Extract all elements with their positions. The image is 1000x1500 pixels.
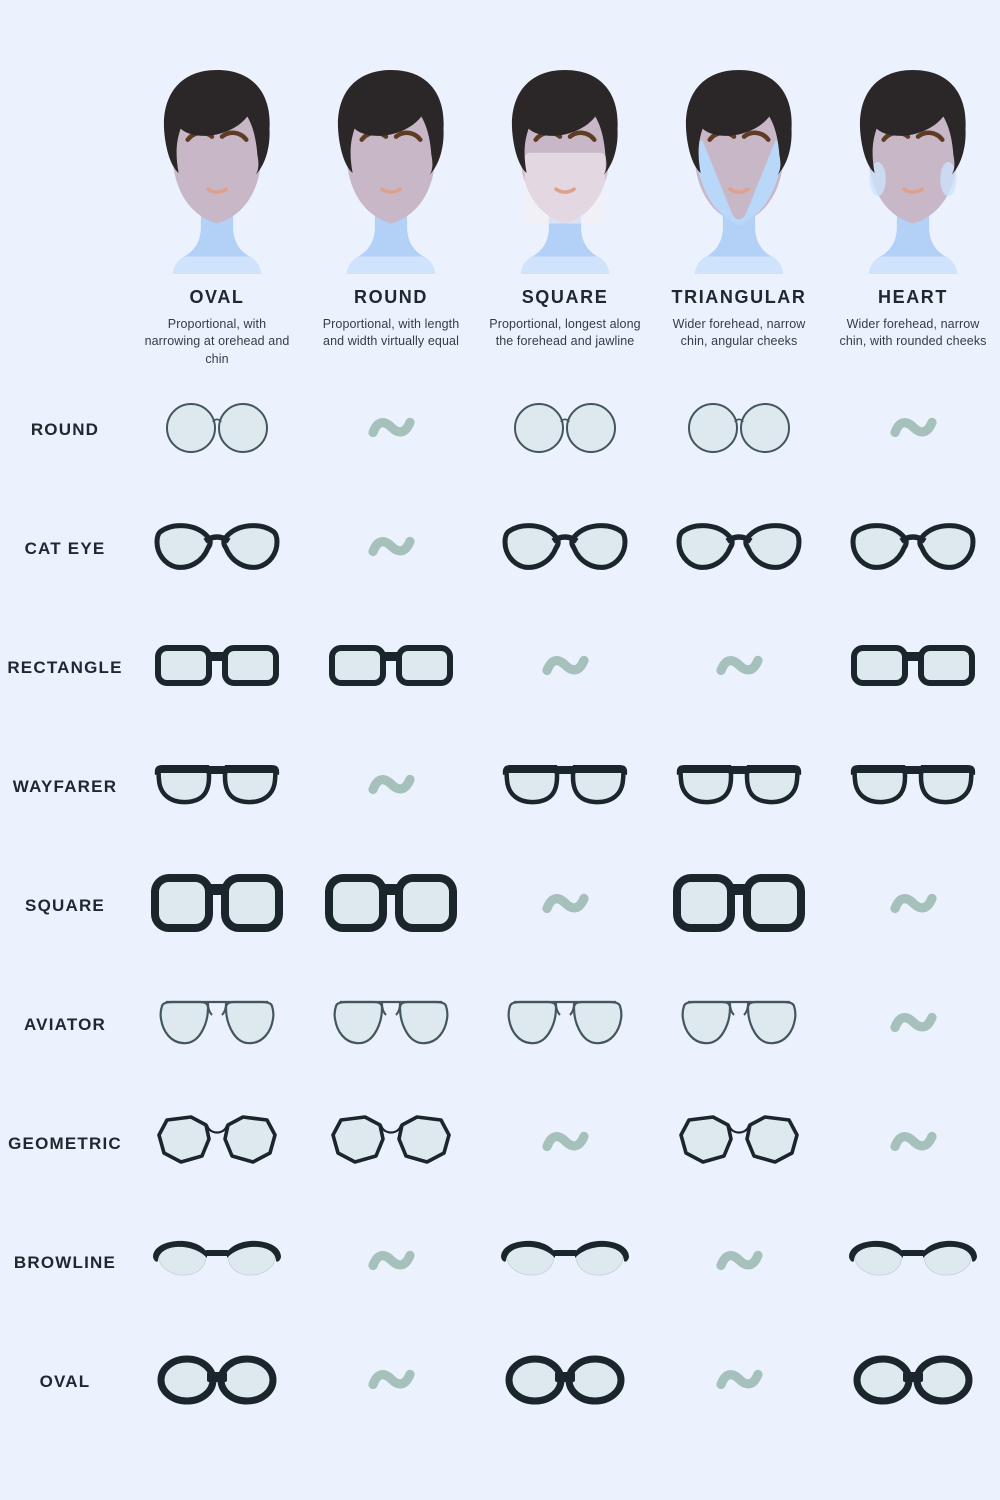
cell-round-round: [304, 370, 478, 489]
not-suitable-tilde-icon: [890, 1008, 937, 1041]
cell-cat-eye-triangular: [652, 489, 826, 608]
cell-rectangle-heart: [826, 608, 1000, 727]
cell-browline-round: [304, 1203, 478, 1322]
cell-oval-heart: [826, 1322, 1000, 1441]
wayfarer-glasses-icon: [847, 753, 979, 820]
oval-glasses-icon: [499, 1348, 631, 1415]
frame-style-label: RECTANGLE: [7, 657, 123, 677]
not-suitable-tilde-icon: [716, 1365, 763, 1398]
not-suitable-tilde-icon: [368, 413, 415, 446]
not-suitable-tilde-icon: [542, 889, 589, 922]
rectangle-glasses-icon: [151, 634, 283, 701]
heart-face-illustration-icon: [832, 66, 994, 285]
square-glasses-icon: [325, 872, 457, 939]
not-suitable-tilde-icon: [368, 1365, 415, 1398]
cell-cat-eye-oval: [130, 489, 304, 608]
cell-browline-heart: [826, 1203, 1000, 1322]
face-shape-label: SQUARE: [521, 287, 609, 307]
cell-cat-eye-round: [304, 489, 478, 608]
cell-wayfarer-oval: [130, 727, 304, 846]
square-face-illustration-icon: [484, 66, 646, 285]
cell-browline-square: [478, 1203, 652, 1322]
cell-square-heart: [826, 846, 1000, 965]
cell-square-square: [478, 846, 652, 965]
square-glasses-icon: [151, 872, 283, 939]
frame-style-label: AVIATOR: [23, 1014, 107, 1034]
not-suitable-tilde-icon: [890, 413, 937, 446]
geometric-glasses-icon: [325, 1110, 457, 1177]
frame-style-label: WAYFARER: [12, 776, 118, 796]
frame-row-wayfarer: [0, 727, 1000, 846]
cell-wayfarer-heart: [826, 727, 1000, 846]
cat-eye-glasses-icon: [673, 515, 805, 582]
wayfarer-glasses-icon: [499, 753, 631, 820]
aviator-glasses-icon: [499, 991, 631, 1058]
browline-glasses-icon: [847, 1229, 979, 1296]
cell-rectangle-square: [478, 608, 652, 727]
frame-row-square: [0, 846, 1000, 965]
browline-glasses-icon: [499, 1229, 631, 1296]
frame-style-label: CAT EYE: [24, 538, 106, 558]
frame-style-label: BROWLINE: [13, 1252, 117, 1272]
cell-aviator-round: [304, 965, 478, 1084]
round-glasses-icon: [499, 396, 631, 463]
not-suitable-tilde-icon: [542, 651, 589, 684]
cell-round-heart: [826, 370, 1000, 489]
frame-row-cat-eye: [0, 489, 1000, 608]
cell-round-triangular: [652, 370, 826, 489]
cell-rectangle-triangular: [652, 608, 826, 727]
cell-geometric-heart: [826, 1084, 1000, 1203]
not-suitable-tilde-icon: [716, 1246, 763, 1279]
cell-round-square: [478, 370, 652, 489]
cell-browline-oval: [130, 1203, 304, 1322]
cell-aviator-square: [478, 965, 652, 1084]
round-glasses-icon: [151, 396, 283, 463]
frame-row-oval: [0, 1322, 1000, 1441]
not-suitable-tilde-icon: [368, 1246, 415, 1279]
cell-wayfarer-square: [478, 727, 652, 846]
cell-aviator-triangular: [652, 965, 826, 1084]
cell-square-oval: [130, 846, 304, 965]
cell-oval-triangular: [652, 1322, 826, 1441]
aviator-glasses-icon: [673, 991, 805, 1058]
cell-rectangle-oval: [130, 608, 304, 727]
cell-geometric-oval: [130, 1084, 304, 1203]
not-suitable-tilde-icon: [890, 889, 937, 922]
aviator-glasses-icon: [325, 991, 457, 1058]
frame-row-round: [0, 370, 1000, 489]
rectangle-glasses-icon: [847, 634, 979, 701]
cell-square-triangular: [652, 846, 826, 965]
face-shape-description: Wider forehead, narrow chin, angular cheeks: [672, 317, 806, 349]
oval-glasses-icon: [151, 1348, 283, 1415]
aviator-glasses-icon: [151, 991, 283, 1058]
cell-geometric-triangular: [652, 1084, 826, 1203]
face-shape-description: Proportional, with narrowing at orehead and chin: [144, 317, 290, 366]
not-suitable-tilde-icon: [716, 651, 763, 684]
face-shape-label: TRIANGULAR: [671, 287, 807, 307]
cat-eye-glasses-icon: [151, 515, 283, 582]
not-suitable-tilde-icon: [542, 1127, 589, 1160]
geometric-glasses-icon: [673, 1110, 805, 1177]
frame-style-label: ROUND: [30, 419, 100, 439]
oval-face-illustration-icon: [136, 66, 298, 285]
face-shape-label: HEART: [878, 287, 948, 307]
cell-wayfarer-triangular: [652, 727, 826, 846]
cell-cat-eye-heart: [826, 489, 1000, 608]
triangular-face-illustration-icon: [658, 66, 820, 285]
cell-wayfarer-round: [304, 727, 478, 846]
frame-style-label: GEOMETRIC: [8, 1133, 122, 1153]
face-shape-label: ROUND: [354, 287, 428, 307]
cell-rectangle-round: [304, 608, 478, 727]
cell-square-round: [304, 846, 478, 965]
frame-row-rectangle: [0, 608, 1000, 727]
face-shape-label: OVAL: [189, 287, 245, 307]
cell-oval-round: [304, 1322, 478, 1441]
cell-aviator-heart: [826, 965, 1000, 1084]
cell-geometric-round: [304, 1084, 478, 1203]
cell-aviator-oval: [130, 965, 304, 1084]
round-glasses-icon: [673, 396, 805, 463]
frame-style-label: SQUARE: [25, 895, 105, 915]
geometric-glasses-icon: [151, 1110, 283, 1177]
square-glasses-icon: [673, 872, 805, 939]
frame-row-aviator: [0, 965, 1000, 1084]
cell-oval-oval: [130, 1322, 304, 1441]
face-card-round: [304, 66, 478, 368]
frames-compatibility-matrix: [0, 370, 1000, 1441]
round-face-illustration-icon: [310, 66, 472, 285]
frame-style-label: OVAL: [39, 1371, 91, 1391]
not-suitable-tilde-icon: [368, 770, 415, 803]
cell-oval-square: [478, 1322, 652, 1441]
face-shape-description: Proportional, longest along the forehead and jawline: [489, 317, 641, 349]
wayfarer-glasses-icon: [673, 753, 805, 820]
cat-eye-glasses-icon: [499, 515, 631, 582]
face-card-heart: [826, 66, 1000, 368]
face-card-triangular: [652, 66, 826, 368]
cell-browline-triangular: [652, 1203, 826, 1322]
cell-cat-eye-square: [478, 489, 652, 608]
wayfarer-glasses-icon: [151, 753, 283, 820]
cell-round-oval: [130, 370, 304, 489]
cat-eye-glasses-icon: [847, 515, 979, 582]
rectangle-glasses-icon: [325, 634, 457, 701]
face-shape-description: Proportional, with length and width virtually equal: [322, 317, 460, 349]
not-suitable-tilde-icon: [368, 532, 415, 565]
not-suitable-tilde-icon: [890, 1127, 937, 1160]
browline-glasses-icon: [151, 1229, 283, 1296]
frame-row-geometric: [0, 1084, 1000, 1203]
face-shape-description: Wider forehead, narrow chin, with rounded cheeks: [839, 317, 987, 349]
face-card-oval: [130, 66, 304, 368]
cell-geometric-square: [478, 1084, 652, 1203]
oval-glasses-icon: [847, 1348, 979, 1415]
face-card-square: [478, 66, 652, 368]
frame-row-browline: [0, 1203, 1000, 1322]
face-shapes-header: [130, 66, 1000, 368]
